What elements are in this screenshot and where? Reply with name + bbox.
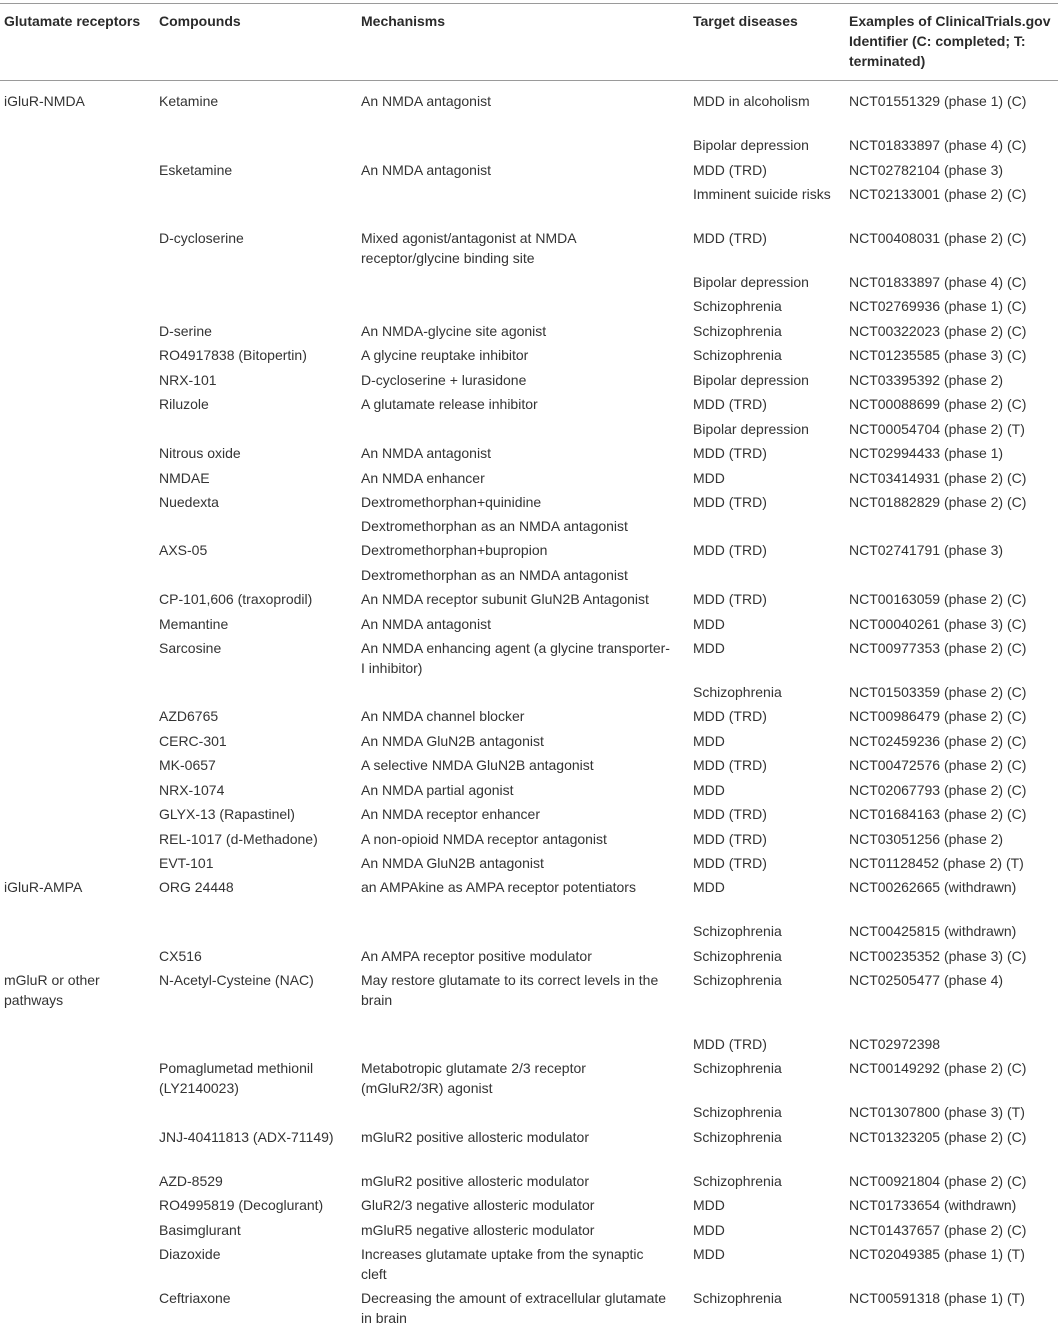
cell-trial-id: NCT01684163 (phase 2) (C) — [849, 806, 1027, 822]
cell-trial-id: NCT02459236 (phase 2) (C) — [849, 733, 1027, 749]
cell-receptor: mGluR or other pathways — [4, 972, 100, 1008]
cell-compound: Nitrous oxide — [159, 445, 241, 461]
cell-trial-id: NCT00977353 (phase 2) (C) — [849, 640, 1027, 656]
cell-mechanism: an AMPAkine as AMPA receptor potentiators — [361, 879, 636, 895]
cell-target-disease: Schizophrenia — [693, 1129, 782, 1145]
cell-target-disease: MDD (TRD) — [693, 806, 767, 822]
cell-trial-id: NCT02769936 (phase 1) (C) — [849, 298, 1027, 314]
cell-compound: NRX-101 — [159, 372, 217, 388]
cell-target-disease: Schizophrenia — [693, 1060, 782, 1076]
cell-compound: Diazoxide — [159, 1246, 221, 1262]
cell-trial-id: NCT02133001 (phase 2) (C) — [849, 186, 1027, 202]
cell-trial-id: NCT02782104 (phase 3) — [849, 162, 1004, 178]
cell-mechanism: An NMDA receptor enhancer — [361, 806, 540, 822]
cell-mechanism: Dextromethorphan as an NMDA antagonist — [361, 567, 628, 583]
table-top-rule — [0, 3, 1058, 4]
cell-mechanism: An NMDA GluN2B antagonist — [361, 733, 544, 749]
cell-trial-id: NCT02994433 (phase 1) — [849, 445, 1004, 461]
cell-receptor: iGluR-AMPA — [4, 879, 83, 895]
cell-compound: Nuedexta — [159, 494, 219, 510]
cell-compound: AZD-8529 — [159, 1173, 223, 1189]
cell-target-disease: Schizophrenia — [693, 347, 782, 363]
cell-trial-id: NCT00088699 (phase 2) (C) — [849, 396, 1027, 412]
cell-compound: MK-0657 — [159, 757, 216, 773]
cell-trial-id: NCT03414931 (phase 2) (C) — [849, 470, 1027, 486]
cell-target-disease: MDD (TRD) — [693, 494, 767, 510]
cell-trial-id: NCT01235585 (phase 3) (C) — [849, 347, 1027, 363]
cell-trial-id: NCT00163059 (phase 2) (C) — [849, 591, 1027, 607]
cell-trial-id: NCT00262665 (withdrawn) — [849, 879, 1017, 895]
cell-compound: Riluzole — [159, 396, 209, 412]
cell-mechanism: Decreasing the amount of extracellular glutamate in brain — [361, 1290, 667, 1326]
header-glutamate-receptors: Glutamate receptors — [4, 13, 141, 29]
cell-target-disease: MDD (TRD) — [693, 396, 767, 412]
cell-target-disease: MDD — [693, 470, 725, 486]
cell-target-disease: Schizophrenia — [693, 684, 782, 700]
cell-compound: D-serine — [159, 323, 212, 339]
cell-mechanism: An NMDA antagonist — [361, 616, 491, 632]
cell-target-disease: MDD (TRD) — [693, 162, 767, 178]
cell-target-disease: Schizophrenia — [693, 972, 782, 988]
cell-mechanism: GluR2/3 negative allosteric modulator — [361, 1197, 595, 1213]
cell-target-disease: MDD (TRD) — [693, 591, 767, 607]
cell-trial-id: NCT03051256 (phase 2) — [849, 831, 1004, 847]
cell-trial-id: NCT02067793 (phase 2) (C) — [849, 782, 1027, 798]
cell-mechanism: An AMPA receptor positive modulator — [361, 948, 592, 964]
cell-compound: D-cycloserine — [159, 230, 244, 246]
cell-target-disease: Bipolar depression — [693, 274, 809, 290]
cell-mechanism: An NMDA antagonist — [361, 445, 491, 461]
header-mechanisms: Mechanisms — [361, 13, 446, 29]
cell-mechanism: An NMDA channel blocker — [361, 708, 525, 724]
cell-mechanism: mGluR2 positive allosteric modulator — [361, 1129, 589, 1145]
cell-target-disease: MDD — [693, 879, 725, 895]
cell-target-disease: Schizophrenia — [693, 1290, 782, 1306]
cell-compound: REL-1017 (d-Methadone) — [159, 831, 318, 847]
cell-target-disease: MDD — [693, 1222, 725, 1238]
cell-compound: EVT-101 — [159, 855, 214, 871]
cell-compound: NMDAE — [159, 470, 210, 486]
cell-mechanism: An NMDA enhancer — [361, 470, 485, 486]
cell-compound: N-Acetyl-Cysteine (NAC) — [159, 972, 314, 988]
cell-target-disease: MDD — [693, 1246, 725, 1262]
cell-target-disease: MDD (TRD) — [693, 542, 767, 558]
cell-trial-id: NCT03395392 (phase 2) — [849, 372, 1004, 388]
cell-mechanism: An NMDA antagonist — [361, 162, 491, 178]
cell-trial-id: NCT02049385 (phase 1) (T) — [849, 1246, 1025, 1262]
cell-trial-id: NCT01882829 (phase 2) (C) — [849, 494, 1027, 510]
cell-trial-id: NCT01307800 (phase 3) (T) — [849, 1104, 1025, 1120]
cell-target-disease: MDD — [693, 1197, 725, 1213]
cell-trial-id: NCT01503359 (phase 2) (C) — [849, 684, 1027, 700]
cell-target-disease: MDD (TRD) — [693, 855, 767, 871]
cell-trial-id: NCT00040261 (phase 3) (C) — [849, 616, 1027, 632]
cell-mechanism: Dextromethorphan+bupropion — [361, 542, 548, 558]
cell-compound: AXS-05 — [159, 542, 208, 558]
cell-trial-id: NCT01833897 (phase 4) (C) — [849, 274, 1027, 290]
cell-trial-id: NCT01551329 (phase 1) (C) — [849, 93, 1027, 109]
cell-target-disease: Schizophrenia — [693, 1173, 782, 1189]
cell-compound: ORG 24448 — [159, 879, 234, 895]
cell-mechanism: A non-opioid NMDA receptor antagonist — [361, 831, 607, 847]
table-header-rule — [0, 80, 1058, 81]
cell-mechanism: A glutamate release inhibitor — [361, 396, 538, 412]
cell-mechanism: mGluR2 positive allosteric modulator — [361, 1173, 589, 1189]
cell-trial-id: NCT01733654 (withdrawn) — [849, 1197, 1017, 1213]
cell-target-disease: MDD in alcoholism — [693, 93, 810, 109]
cell-mechanism: D-cycloserine + lurasidone — [361, 372, 527, 388]
cell-trial-id: NCT00425815 (withdrawn) — [849, 923, 1017, 939]
cell-mechanism: An NMDA enhancing agent (a glycine transporter-I inhibitor) — [361, 640, 670, 676]
cell-target-disease: MDD (TRD) — [693, 708, 767, 724]
cell-compound: Ketamine — [159, 93, 219, 109]
cell-mechanism: A selective NMDA GluN2B antagonist — [361, 757, 594, 773]
cell-trial-id: NCT00322023 (phase 2) (C) — [849, 323, 1027, 339]
cell-mechanism: A glycine reuptake inhibitor — [361, 347, 529, 363]
cell-trial-id: NCT01833897 (phase 4) (C) — [849, 137, 1027, 153]
cell-trial-id: NCT00472576 (phase 2) (C) — [849, 757, 1027, 773]
cell-compound: Pomaglumetad methionil (LY2140023) — [159, 1060, 314, 1096]
cell-mechanism: May restore glutamate to its correct levels in the brain — [361, 972, 659, 1008]
cell-trial-id: NCT02741791 (phase 3) — [849, 542, 1004, 558]
cell-compound: Sarcosine — [159, 640, 222, 656]
cell-trial-id: NCT00986479 (phase 2) (C) — [849, 708, 1027, 724]
cell-mechanism: mGluR5 negative allosteric modulator — [361, 1222, 595, 1238]
cell-compound: NRX-1074 — [159, 782, 225, 798]
cell-target-disease: Schizophrenia — [693, 948, 782, 964]
cell-trial-id: NCT01323205 (phase 2) (C) — [849, 1129, 1027, 1145]
cell-target-disease: Schizophrenia — [693, 923, 782, 939]
cell-target-disease: MDD — [693, 782, 725, 798]
cell-target-disease: Imminent suicide risks — [693, 186, 831, 202]
cell-trial-id: NCT00408031 (phase 2) (C) — [849, 230, 1027, 246]
cell-trial-id: NCT01437657 (phase 2) (C) — [849, 1222, 1027, 1238]
cell-compound: CP-101,606 (traxoprodil) — [159, 591, 313, 607]
cell-trial-id: NCT00921804 (phase 2) (C) — [849, 1173, 1027, 1189]
cell-compound: AZD6765 — [159, 708, 219, 724]
cell-receptor: iGluR-NMDA — [4, 93, 85, 109]
header-target-diseases: Target diseases — [693, 13, 798, 29]
cell-mechanism: Increases glutamate uptake from the synaptic cleft — [361, 1246, 644, 1282]
cell-mechanism: Metabotropic glutamate 2/3 receptor (mGluR2/3R) agonist — [361, 1060, 586, 1096]
cell-compound: Basimglurant — [159, 1222, 241, 1238]
cell-compound: Ceftriaxone — [159, 1290, 231, 1306]
cell-mechanism: An NMDA antagonist — [361, 93, 491, 109]
cell-trial-id: NCT02972398 — [849, 1036, 941, 1052]
cell-mechanism: Mixed agonist/antagonist at NMDA receptor/glycine binding site — [361, 230, 576, 266]
cell-compound: GLYX-13 (Rapastinel) — [159, 806, 295, 822]
cell-trial-id: NCT00149292 (phase 2) (C) — [849, 1060, 1027, 1076]
cell-trial-id: NCT00235352 (phase 3) (C) — [849, 948, 1027, 964]
cell-target-disease: MDD (TRD) — [693, 1036, 767, 1052]
cell-target-disease: MDD — [693, 616, 725, 632]
cell-target-disease: MDD (TRD) — [693, 757, 767, 773]
cell-trial-id: NCT00591318 (phase 1) (T) — [849, 1290, 1025, 1306]
cell-mechanism: An NMDA receptor subunit GluN2B Antagonist — [361, 591, 649, 607]
cell-compound: Memantine — [159, 616, 229, 632]
cell-target-disease: Schizophrenia — [693, 1104, 782, 1120]
cell-trial-id: NCT00054704 (phase 2) (T) — [849, 421, 1025, 437]
header-clinicaltrials-identifier: Examples of ClinicalTrials.gov Identifier (C: completed; T: terminated) — [849, 13, 1051, 69]
header-compounds: Compounds — [159, 13, 241, 29]
cell-mechanism: An NMDA GluN2B antagonist — [361, 855, 544, 871]
cell-compound: JNJ-40411813 (ADX-71149) — [159, 1129, 334, 1145]
cell-target-disease: MDD — [693, 640, 725, 656]
cell-target-disease: MDD (TRD) — [693, 831, 767, 847]
cell-target-disease: Schizophrenia — [693, 298, 782, 314]
cell-compound: RO4917838 (Bitopertin) — [159, 347, 307, 363]
cell-target-disease: Bipolar depression — [693, 137, 809, 153]
cell-mechanism: Dextromethorphan as an NMDA antagonist — [361, 518, 628, 534]
cell-mechanism: An NMDA-glycine site agonist — [361, 323, 547, 339]
cell-target-disease: Schizophrenia — [693, 323, 782, 339]
cell-compound: CERC-301 — [159, 733, 227, 749]
cell-mechanism: An NMDA partial agonist — [361, 782, 514, 798]
cell-compound: Esketamine — [159, 162, 233, 178]
cell-mechanism: Dextromethorphan+quinidine — [361, 494, 542, 510]
cell-compound: CX516 — [159, 948, 202, 964]
cell-target-disease: MDD (TRD) — [693, 445, 767, 461]
cell-target-disease: MDD (TRD) — [693, 230, 767, 246]
cell-trial-id: NCT01128452 (phase 2) (T) — [849, 855, 1024, 871]
cell-compound: RO4995819 (Decoglurant) — [159, 1197, 324, 1213]
cell-trial-id: NCT02505477 (phase 4) — [849, 972, 1004, 988]
cell-target-disease: Bipolar depression — [693, 372, 809, 388]
cell-target-disease: Bipolar depression — [693, 421, 809, 437]
cell-target-disease: MDD — [693, 733, 725, 749]
